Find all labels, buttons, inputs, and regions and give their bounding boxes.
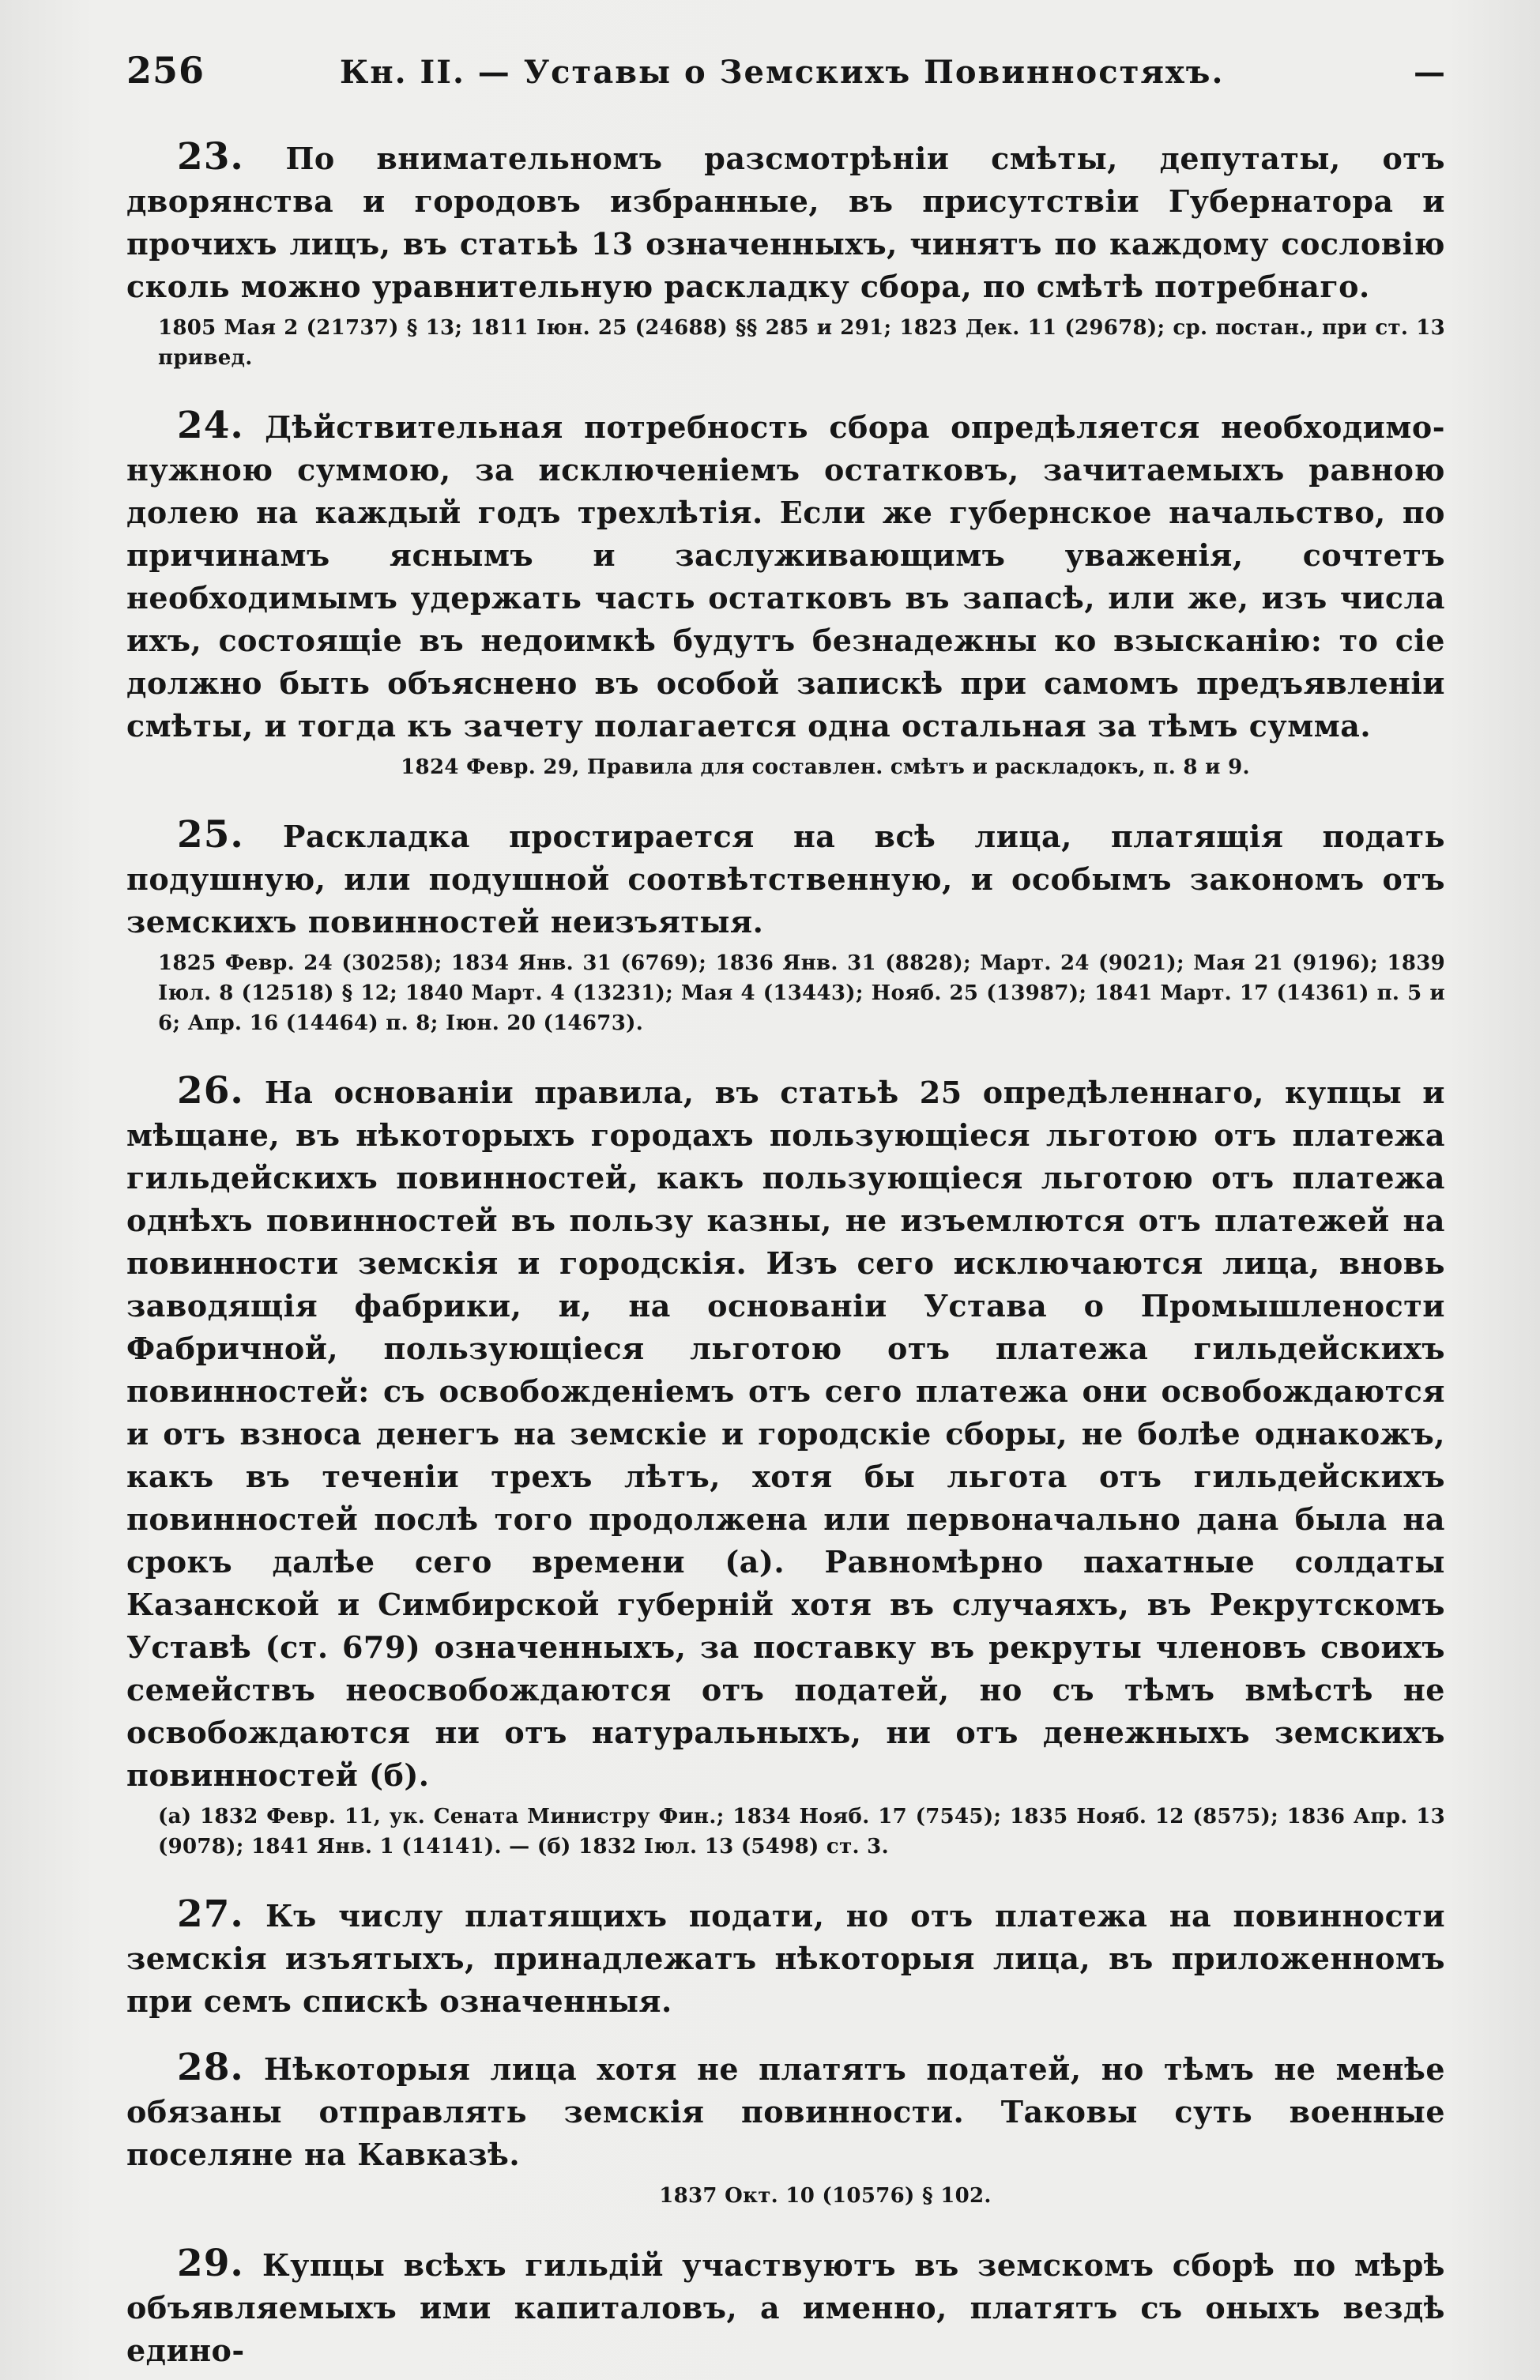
- article-27: [126, 1893, 1445, 2023]
- article-note: 1825 Февр. 24 (30258); 1834 Янв. 31 (6769); 1836 Янв. 31 (8828); Март. 24 (9021); Мая 21 (9196); 1839 Іюл. 8 (12518) § 12; 1840 Март. 4 (13231); Мая 4 (13443); Нояб. 25 (13987); 1841 Март. 17 (14361) п. 5 и 6; Апр. 16 (14464) п. 8; Іюн. 20 (14673).: [158, 951, 1445, 1035]
- article-text: [126, 2243, 1445, 2372]
- article-29: [126, 2243, 1445, 2372]
- article-note: (а) 1832 Февр. 11, ук. Сената Министру Фин.; 1834 Нояб. 17 (7545); 1835 Нояб. 12 (8575); 1836 Апр. 13 (9078); 1841 Янв. 1 (14141). — (б) 1832 Іюл. 13 (5498) ст. 3.: [158, 1805, 1445, 1858]
- article-number: 28.: [177, 2046, 244, 2089]
- article-28: [126, 2047, 1445, 2211]
- article-body: На основаніи правила, въ статьѣ 25 опредѣленнаго, купцы и мѣщане, въ нѣкоторыхъ городахъ пользующіеся льготою отъ платежа гильдейскихъ повинностей, какъ пользующіеся льготою отъ платежа однѣхъ повинностей въ пользу казны, не изъемлются отъ платежей на повинности земскія и городскія. Изъ сего исключаются лица, вновь заводящія фабрики, и, на основаніи Устава о Промышлености Фабричной, пользующіеся льготою отъ платежа гильдейскихъ повинностей: съ освобожденіемъ отъ сего платежа они освобождаются и отъ взноса денегъ на земскіе и городскіе сборы, не болѣе однакожъ, какъ въ теченіи трехъ лѣтъ, хотя бы льгота отъ гильдейскихъ повинностей послѣ того продолжена или первоначально дана была на срокъ далѣе сего времени (а). Равномѣрно пахатные солдаты Казанской и Симбирской губерній хотя въ случаяхъ, въ Рекрутскомъ Уставѣ (ст. 679) означенныхъ, за поставку въ рекруты членовъ своихъ семействъ неосвобождаются отъ податей, но съ тѣмъ вмѣстѣ не освобождаются ни отъ натуральныхъ, ни отъ денежныхъ земскихъ повинностей (б).: [126, 1075, 1445, 1793]
- article-text: [126, 2047, 1445, 2176]
- article-note: 1805 Мая 2 (21737) § 13; 1811 Іюн. 25 (24688) §§ 285 и 291; 1823 Дек. 11 (29678); ср. постан., при ст. 13 привед.: [158, 316, 1445, 370]
- article-body: Къ числу платящихъ подати, но отъ платежа на повинности земскія изъятыхъ, принадлежатъ нѣкоторыя лица, въ приложенномъ при семъ спискѣ означенныя.: [126, 1898, 1446, 2019]
- article-number: 24.: [177, 404, 244, 447]
- article-26: [126, 1070, 1445, 1862]
- article-text: [126, 814, 1445, 943]
- article-text: [126, 405, 1445, 748]
- article-text: [126, 136, 1445, 308]
- article-number: 27.: [177, 1892, 244, 1936]
- article-text: [126, 1070, 1445, 1797]
- article-number: 23.: [177, 135, 244, 179]
- article-note: 1837 Окт. 10 (10576) § 102.: [659, 2184, 992, 2208]
- article-note: 1824 Февр. 29, Правила для составлен. смѣтъ и раскладокъ, п. 8 и 9.: [401, 755, 1250, 779]
- page-number: 256: [126, 49, 205, 92]
- article-body: Нѣкоторыя лица хотя не платятъ податей, но тѣмъ не менѣе обязаны отправлять земскія повинности. Таковы суть военные поселяне на Кавказѣ.: [126, 2051, 1445, 2172]
- article-body: По внимательномъ разсмотрѣніи смѣты, депутаты, отъ дворянства и городовъ избранные, въ присутствіи Губернатора и прочихъ лицъ, въ статьѣ 13 означенныхъ, чинятъ по каждому сословію сколь можно уравнительную раскладку сбора, по смѣтѣ потребнаго.: [126, 141, 1445, 304]
- article-number: 25.: [177, 813, 244, 857]
- article-24: [126, 405, 1445, 782]
- article-body: Дѣйствительная потребность сбора опредѣляется необходимо-нужною суммою, за исключеніемъ остатковъ, зачитаемыхъ равною долею на каждый годъ трехлѣтія. Если же губернское начальство, по причинамъ яснымъ и заслуживающимъ уваженія, сочтетъ необходимымъ удержать часть остатковъ въ запасѣ, или же, изъ числа ихъ, состоящіе въ недоимкѣ будутъ безнадежны ко взысканію: то сіе должно быть объяснено въ особой запискѣ при самомъ предъявленіи смѣты, и тогда къ зачету полагается одна остальная за тѣмъ сумма.: [126, 409, 1445, 744]
- page-header: [126, 49, 1445, 96]
- article-23: [126, 136, 1445, 373]
- article-text: [126, 1893, 1445, 2023]
- article-body: Купцы всѣхъ гильдій участвуютъ въ земскомъ сборѣ по мѣрѣ объявляемыхъ ими капиталовъ, а именно, платятъ съ оныхъ вездѣ едино-: [126, 2247, 1445, 2368]
- article-25: [126, 814, 1445, 1038]
- article-number: 29.: [177, 2242, 244, 2285]
- article-number: 26.: [177, 1069, 244, 1113]
- header-dash: —: [1414, 54, 1445, 91]
- article-body: Раскладка простирается на всѣ лица, платящія подать подушную, или подушной соотвѣтственную, и особымъ закономъ отъ земскихъ повинностей неизъятыя.: [126, 819, 1446, 940]
- running-title: Кн. II. — Уставы о Земскихъ Повинностяхъ.: [340, 54, 1225, 91]
